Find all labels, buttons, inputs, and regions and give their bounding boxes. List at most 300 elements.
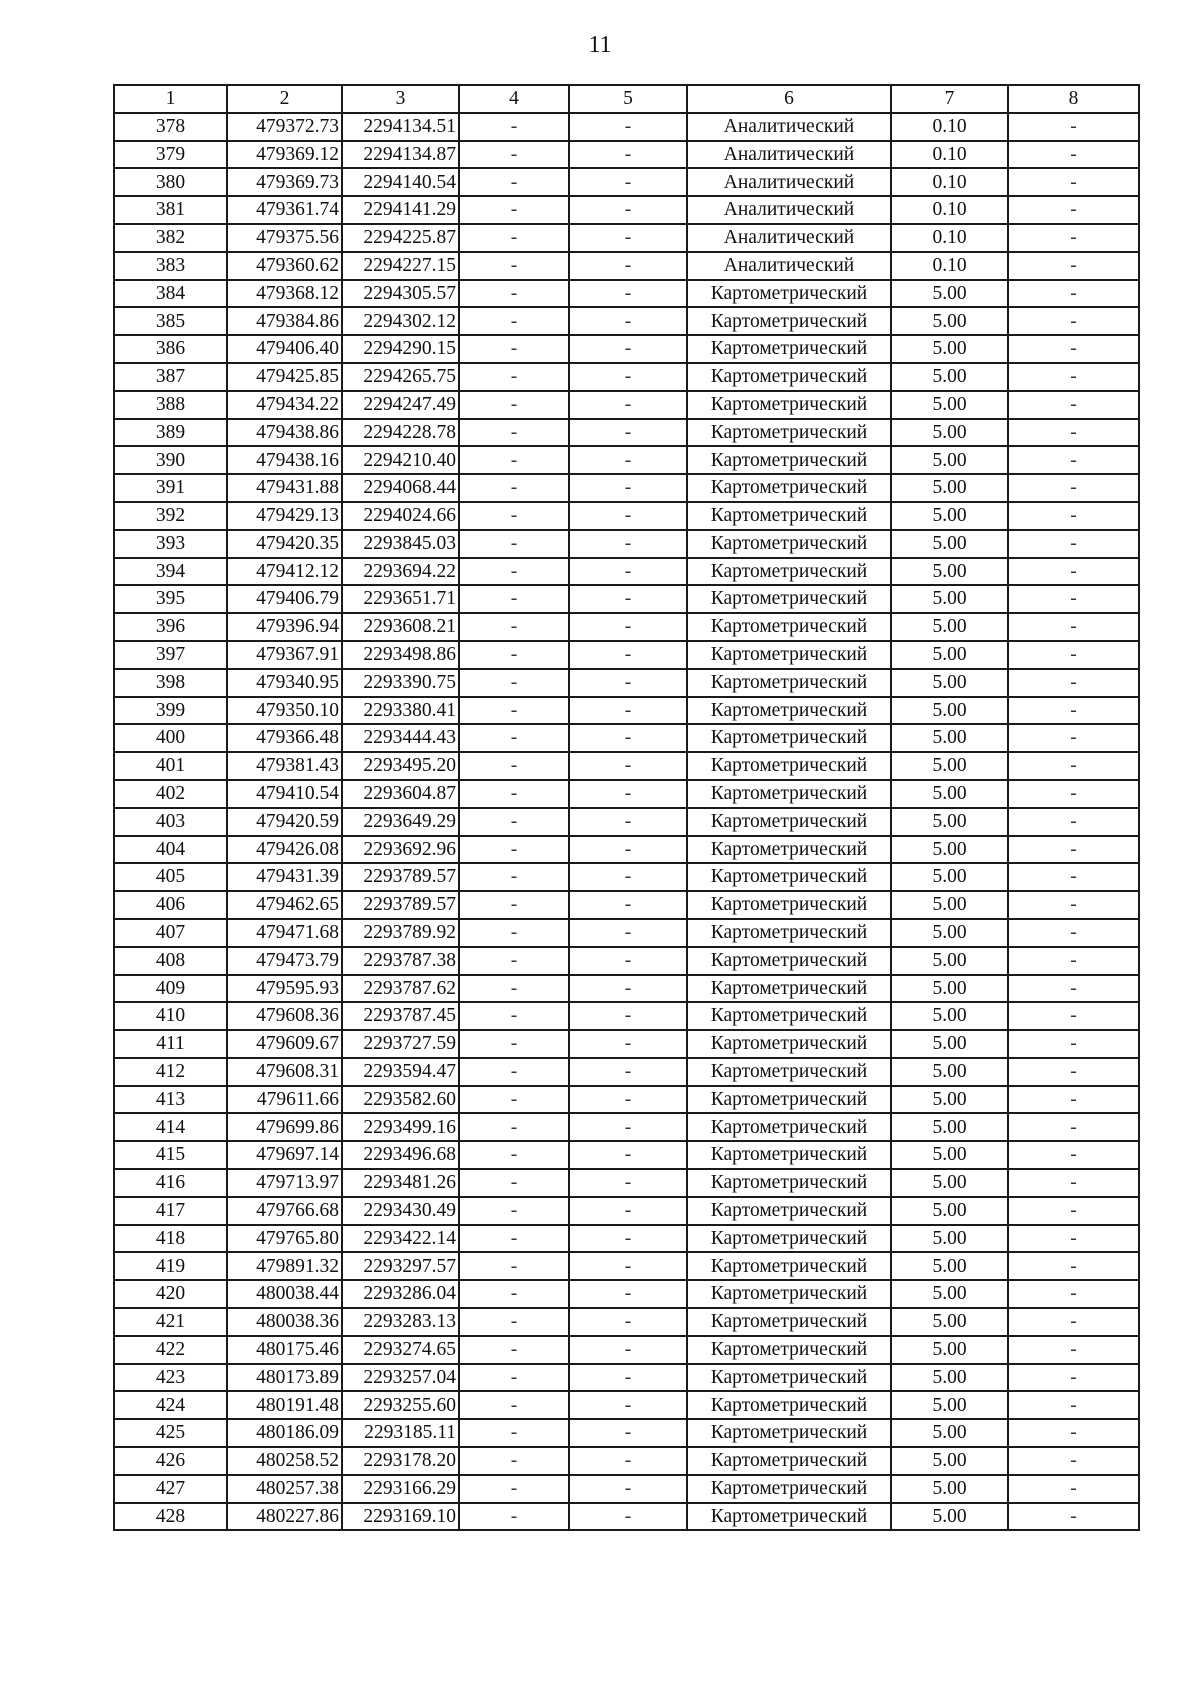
table-row [114,1169,1139,1197]
cell-accuracy: 5.00 [891,363,1008,391]
cell-col-8: - [1008,808,1139,836]
cell-col-4: - [459,1364,569,1392]
cell-col-5: - [569,975,687,1003]
cell-method: Картометрический [687,1364,891,1392]
cell-col-8: - [1008,196,1139,224]
cell-point-number: 389 [114,419,227,447]
cell-col-4: - [459,1058,569,1086]
cell-col-5: - [569,1308,687,1336]
cell-accuracy: 5.00 [891,1447,1008,1475]
cell-y-coordinate: 2293694.22 [342,558,459,586]
cell-col-4: - [459,836,569,864]
cell-col-5: - [569,168,687,196]
table-row [114,1503,1139,1531]
cell-point-number: 394 [114,558,227,586]
cell-col-5: - [569,558,687,586]
cell-col-8: - [1008,474,1139,502]
cell-accuracy: 0.10 [891,168,1008,196]
cell-y-coordinate: 2293594.47 [342,1058,459,1086]
cell-col-5: - [569,1002,687,1030]
cell-method: Картометрический [687,502,891,530]
cell-col-8: - [1008,1058,1139,1086]
cell-y-coordinate: 2293178.20 [342,1447,459,1475]
table-row [114,1113,1139,1141]
cell-y-coordinate: 2294134.87 [342,141,459,169]
cell-col-4: - [459,502,569,530]
cell-col-4: - [459,335,569,363]
cell-method: Картометрический [687,1475,891,1503]
cell-col-5: - [569,252,687,280]
cell-x-coordinate: 479891.32 [227,1252,342,1280]
cell-col-5: - [569,224,687,252]
table-row [114,919,1139,947]
table-row [114,1086,1139,1114]
coordinates-table [113,84,1140,1531]
cell-point-number: 395 [114,585,227,613]
cell-col-4: - [459,1252,569,1280]
cell-col-5: - [569,919,687,947]
cell-y-coordinate: 2294024.66 [342,502,459,530]
cell-col-5: - [569,836,687,864]
cell-point-number: 427 [114,1475,227,1503]
cell-accuracy: 5.00 [891,1419,1008,1447]
cell-x-coordinate: 479369.73 [227,168,342,196]
cell-point-number: 402 [114,780,227,808]
cell-point-number: 410 [114,1002,227,1030]
cell-accuracy: 5.00 [891,752,1008,780]
cell-col-4: - [459,1086,569,1114]
cell-method: Картометрический [687,1419,891,1447]
table-row [114,224,1139,252]
cell-method: Картометрический [687,724,891,752]
cell-point-number: 426 [114,1447,227,1475]
cell-col-5: - [569,1336,687,1364]
cell-point-number: 424 [114,1391,227,1419]
cell-accuracy: 5.00 [891,474,1008,502]
cell-point-number: 416 [114,1169,227,1197]
cell-point-number: 412 [114,1058,227,1086]
cell-accuracy: 5.00 [891,1280,1008,1308]
cell-accuracy: 5.00 [891,697,1008,725]
cell-accuracy: 5.00 [891,1030,1008,1058]
cell-col-8: - [1008,446,1139,474]
cell-point-number: 407 [114,919,227,947]
table-row [114,585,1139,613]
cell-col-8: - [1008,1503,1139,1531]
cell-x-coordinate: 479372.73 [227,113,342,141]
cell-col-8: - [1008,1113,1139,1141]
cell-y-coordinate: 2293649.29 [342,808,459,836]
cell-col-8: - [1008,863,1139,891]
cell-col-8: - [1008,752,1139,780]
cell-point-number: 414 [114,1113,227,1141]
cell-point-number: 393 [114,530,227,558]
cell-y-coordinate: 2294225.87 [342,224,459,252]
cell-x-coordinate: 479713.97 [227,1169,342,1197]
cell-col-5: - [569,391,687,419]
cell-accuracy: 5.00 [891,502,1008,530]
cell-col-5: - [569,1169,687,1197]
cell-x-coordinate: 479697.14 [227,1141,342,1169]
cell-x-coordinate: 479381.43 [227,752,342,780]
cell-col-5: - [569,1447,687,1475]
header-cell-y-coordinate: 3 [342,85,459,113]
cell-accuracy: 5.00 [891,585,1008,613]
table-row [114,891,1139,919]
cell-method: Картометрический [687,474,891,502]
cell-col-4: - [459,585,569,613]
cell-col-5: - [569,363,687,391]
cell-accuracy: 0.10 [891,113,1008,141]
cell-point-number: 422 [114,1336,227,1364]
cell-accuracy: 5.00 [891,391,1008,419]
cell-accuracy: 5.00 [891,919,1008,947]
table-row [114,1252,1139,1280]
cell-point-number: 379 [114,141,227,169]
cell-method: Картометрический [687,363,891,391]
cell-y-coordinate: 2293789.92 [342,919,459,947]
cell-col-5: - [569,1475,687,1503]
cell-col-4: - [459,1336,569,1364]
cell-x-coordinate: 479609.67 [227,1030,342,1058]
cell-method: Аналитический [687,252,891,280]
cell-col-8: - [1008,1225,1139,1253]
table-row [114,1308,1139,1336]
cell-point-number: 418 [114,1225,227,1253]
cell-method: Картометрический [687,1113,891,1141]
cell-point-number: 398 [114,669,227,697]
cell-col-4: - [459,307,569,335]
cell-x-coordinate: 479375.56 [227,224,342,252]
cell-accuracy: 5.00 [891,836,1008,864]
cell-y-coordinate: 2293727.59 [342,1030,459,1058]
cell-col-4: - [459,808,569,836]
cell-point-number: 391 [114,474,227,502]
cell-method: Картометрический [687,669,891,697]
cell-col-4: - [459,196,569,224]
cell-col-5: - [569,752,687,780]
cell-x-coordinate: 479429.13 [227,502,342,530]
cell-y-coordinate: 2293789.57 [342,891,459,919]
cell-col-5: - [569,1058,687,1086]
cell-x-coordinate: 480038.44 [227,1280,342,1308]
cell-y-coordinate: 2294141.29 [342,196,459,224]
cell-col-5: - [569,1419,687,1447]
cell-col-5: - [569,502,687,530]
cell-col-8: - [1008,502,1139,530]
cell-method: Картометрический [687,808,891,836]
cell-col-4: - [459,697,569,725]
cell-col-4: - [459,863,569,891]
cell-point-number: 388 [114,391,227,419]
cell-point-number: 411 [114,1030,227,1058]
cell-point-number: 386 [114,335,227,363]
cell-point-number: 420 [114,1280,227,1308]
cell-col-4: - [459,530,569,558]
cell-col-5: - [569,446,687,474]
cell-accuracy: 5.00 [891,558,1008,586]
cell-y-coordinate: 2293257.04 [342,1364,459,1392]
cell-point-number: 382 [114,224,227,252]
cell-x-coordinate: 479396.94 [227,613,342,641]
cell-method: Аналитический [687,113,891,141]
cell-y-coordinate: 2293444.43 [342,724,459,752]
cell-x-coordinate: 479471.68 [227,919,342,947]
cell-x-coordinate: 480175.46 [227,1336,342,1364]
cell-y-coordinate: 2293789.57 [342,863,459,891]
cell-point-number: 428 [114,1503,227,1531]
cell-col-4: - [459,919,569,947]
cell-accuracy: 5.00 [891,1002,1008,1030]
table-row [114,1280,1139,1308]
cell-col-4: - [459,1113,569,1141]
cell-point-number: 406 [114,891,227,919]
cell-method: Картометрический [687,1308,891,1336]
cell-method: Картометрический [687,752,891,780]
cell-accuracy: 5.00 [891,1364,1008,1392]
cell-x-coordinate: 479608.36 [227,1002,342,1030]
cell-col-8: - [1008,1336,1139,1364]
cell-method: Аналитический [687,141,891,169]
cell-y-coordinate: 2293481.26 [342,1169,459,1197]
cell-x-coordinate: 479384.86 [227,307,342,335]
cell-col-4: - [459,474,569,502]
cell-col-8: - [1008,1002,1139,1030]
cell-y-coordinate: 2294302.12 [342,307,459,335]
cell-col-4: - [459,891,569,919]
cell-y-coordinate: 2294068.44 [342,474,459,502]
table-row [114,419,1139,447]
table-row [114,363,1139,391]
cell-method: Картометрический [687,585,891,613]
cell-col-5: - [569,947,687,975]
cell-col-5: - [569,641,687,669]
table-row [114,641,1139,669]
cell-point-number: 403 [114,808,227,836]
table-row [114,808,1139,836]
cell-point-number: 405 [114,863,227,891]
cell-accuracy: 5.00 [891,1086,1008,1114]
table-row [114,196,1139,224]
cell-col-4: - [459,1280,569,1308]
cell-col-8: - [1008,1030,1139,1058]
cell-col-5: - [569,530,687,558]
cell-x-coordinate: 480258.52 [227,1447,342,1475]
cell-method: Картометрический [687,947,891,975]
cell-col-5: - [569,1280,687,1308]
cell-col-8: - [1008,558,1139,586]
cell-y-coordinate: 2293166.29 [342,1475,459,1503]
cell-col-8: - [1008,224,1139,252]
cell-point-number: 378 [114,113,227,141]
cell-accuracy: 5.00 [891,1252,1008,1280]
cell-col-8: - [1008,141,1139,169]
cell-accuracy: 5.00 [891,1197,1008,1225]
cell-col-4: - [459,1197,569,1225]
table-row [114,669,1139,697]
cell-col-4: - [459,558,569,586]
cell-method: Картометрический [687,280,891,308]
table-row [114,1475,1139,1503]
header-cell-method: 6 [687,85,891,113]
cell-accuracy: 0.10 [891,224,1008,252]
cell-accuracy: 5.00 [891,780,1008,808]
cell-col-5: - [569,780,687,808]
cell-point-number: 404 [114,836,227,864]
cell-x-coordinate: 480227.86 [227,1503,342,1531]
cell-method: Картометрический [687,419,891,447]
cell-y-coordinate: 2294247.49 [342,391,459,419]
table-header-row [114,85,1139,113]
cell-x-coordinate: 479434.22 [227,391,342,419]
cell-accuracy: 0.10 [891,141,1008,169]
table-row [114,446,1139,474]
cell-col-4: - [459,1475,569,1503]
cell-accuracy: 5.00 [891,891,1008,919]
cell-col-4: - [459,613,569,641]
cell-x-coordinate: 479340.95 [227,669,342,697]
cell-col-4: - [459,1030,569,1058]
cell-col-8: - [1008,975,1139,1003]
table-row [114,1364,1139,1392]
header-cell-col-4: 4 [459,85,569,113]
cell-col-8: - [1008,391,1139,419]
cell-x-coordinate: 479410.54 [227,780,342,808]
cell-col-8: - [1008,307,1139,335]
cell-point-number: 419 [114,1252,227,1280]
cell-col-5: - [569,1030,687,1058]
cell-y-coordinate: 2293185.11 [342,1419,459,1447]
cell-y-coordinate: 2293390.75 [342,669,459,697]
cell-accuracy: 5.00 [891,1225,1008,1253]
cell-col-5: - [569,1113,687,1141]
cell-x-coordinate: 479369.12 [227,141,342,169]
cell-y-coordinate: 2294228.78 [342,419,459,447]
cell-accuracy: 5.00 [891,335,1008,363]
table-row [114,335,1139,363]
header-cell-col-8: 8 [1008,85,1139,113]
cell-accuracy: 0.10 [891,196,1008,224]
cell-method: Картометрический [687,1336,891,1364]
table-row [114,1419,1139,1447]
cell-col-4: - [459,280,569,308]
cell-method: Картометрический [687,697,891,725]
cell-col-4: - [459,168,569,196]
cell-col-4: - [459,780,569,808]
cell-col-4: - [459,975,569,1003]
cell-method: Картометрический [687,446,891,474]
cell-col-4: - [459,113,569,141]
table-row [114,1058,1139,1086]
cell-col-4: - [459,391,569,419]
cell-y-coordinate: 2293787.45 [342,1002,459,1030]
cell-method: Картометрический [687,863,891,891]
cell-method: Картометрический [687,1280,891,1308]
cell-x-coordinate: 480186.09 [227,1419,342,1447]
cell-x-coordinate: 479426.08 [227,836,342,864]
cell-col-4: - [459,1141,569,1169]
cell-x-coordinate: 479368.12 [227,280,342,308]
cell-x-coordinate: 479425.85 [227,363,342,391]
table-row [114,1197,1139,1225]
cell-accuracy: 5.00 [891,975,1008,1003]
cell-method: Картометрический [687,836,891,864]
cell-col-4: - [459,1002,569,1030]
cell-col-4: - [459,724,569,752]
cell-point-number: 397 [114,641,227,669]
cell-method: Картометрический [687,558,891,586]
cell-point-number: 387 [114,363,227,391]
cell-col-4: - [459,1225,569,1253]
cell-col-4: - [459,947,569,975]
table-row [114,1141,1139,1169]
cell-col-4: - [459,141,569,169]
table-row [114,558,1139,586]
cell-point-number: 401 [114,752,227,780]
table-row [114,947,1139,975]
cell-y-coordinate: 2293604.87 [342,780,459,808]
cell-x-coordinate: 479367.91 [227,641,342,669]
cell-accuracy: 5.00 [891,808,1008,836]
cell-point-number: 417 [114,1197,227,1225]
cell-accuracy: 5.00 [891,1113,1008,1141]
table-row [114,780,1139,808]
table-row [114,530,1139,558]
cell-y-coordinate: 2293380.41 [342,697,459,725]
cell-y-coordinate: 2294134.51 [342,113,459,141]
cell-y-coordinate: 2293651.71 [342,585,459,613]
cell-col-8: - [1008,780,1139,808]
cell-col-8: - [1008,1308,1139,1336]
cell-x-coordinate: 479699.86 [227,1113,342,1141]
cell-col-8: - [1008,641,1139,669]
cell-x-coordinate: 479420.35 [227,530,342,558]
cell-accuracy: 5.00 [891,1169,1008,1197]
cell-col-8: - [1008,1169,1139,1197]
cell-col-8: - [1008,1086,1139,1114]
cell-x-coordinate: 479462.65 [227,891,342,919]
cell-col-8: - [1008,363,1139,391]
cell-col-5: - [569,1364,687,1392]
cell-accuracy: 5.00 [891,1058,1008,1086]
cell-method: Аналитический [687,168,891,196]
cell-y-coordinate: 2293787.38 [342,947,459,975]
cell-col-8: - [1008,891,1139,919]
cell-col-5: - [569,808,687,836]
cell-point-number: 409 [114,975,227,1003]
cell-col-8: - [1008,252,1139,280]
cell-col-5: - [569,307,687,335]
cell-accuracy: 5.00 [891,669,1008,697]
cell-col-4: - [459,252,569,280]
cell-method: Картометрический [687,641,891,669]
cell-col-8: - [1008,919,1139,947]
header-cell-col-5: 5 [569,85,687,113]
cell-x-coordinate: 479611.66 [227,1086,342,1114]
cell-accuracy: 5.00 [891,1141,1008,1169]
table-row [114,697,1139,725]
cell-y-coordinate: 2293430.49 [342,1197,459,1225]
cell-y-coordinate: 2293255.60 [342,1391,459,1419]
cell-col-5: - [569,724,687,752]
cell-col-8: - [1008,530,1139,558]
cell-col-5: - [569,669,687,697]
cell-accuracy: 5.00 [891,724,1008,752]
cell-col-4: - [459,1169,569,1197]
cell-point-number: 390 [114,446,227,474]
cell-col-8: - [1008,168,1139,196]
cell-point-number: 384 [114,280,227,308]
